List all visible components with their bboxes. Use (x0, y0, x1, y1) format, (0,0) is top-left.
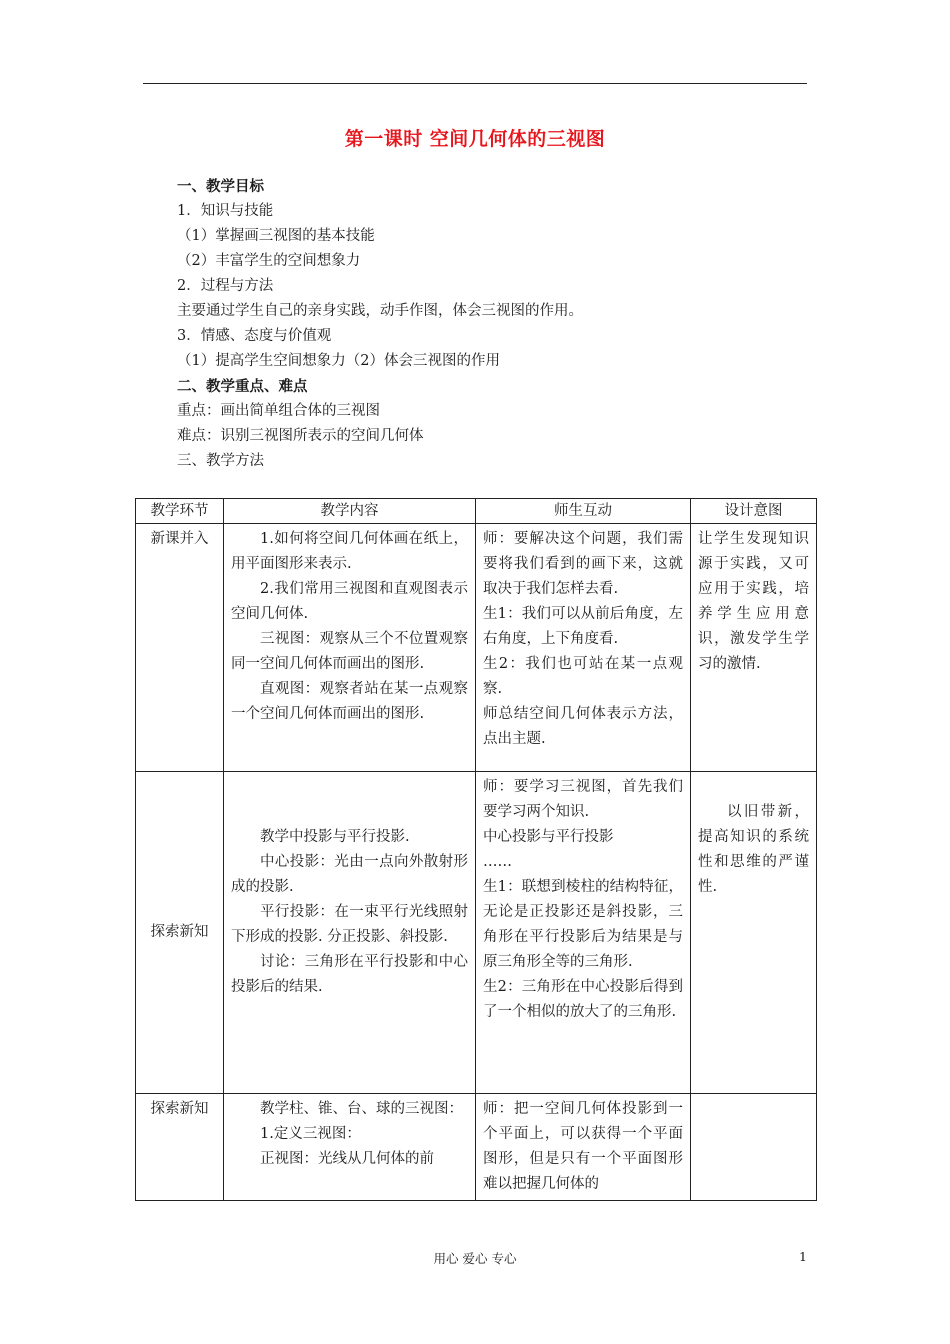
interaction-paragraph: 生2：三角形在中心投影后得到了一个相似的放大了的三角形. (483, 979, 683, 1020)
outline-line: （1）掌握画三视图的基本技能 (177, 228, 375, 244)
interaction-paragraph: 中心投影与平行投影 (483, 829, 614, 845)
outline-line: （2）丰富学生的空间想象力 (177, 253, 361, 269)
interaction-paragraph: 师：要解决这个问题，我们需要将我们看到的画下来，这就取决于我们怎样去看. (483, 531, 683, 597)
content-paragraph: 教学柱、锥、台、球的三视图： (260, 1101, 463, 1117)
outline-line: 重点：画出简单组合体的三视图 (177, 403, 380, 419)
content-paragraph: 中心投影：光由一点向外散射形成的投影. (231, 854, 468, 895)
interaction-cell (476, 524, 691, 772)
interaction-paragraph: 师：把一空间几何体投影到一个平面上，可以获得一个平面图形，但是只有一个平面图形难以把握几何体的 (483, 1101, 683, 1192)
content-cell (224, 1094, 476, 1201)
outline-line: 一、教学目标 (177, 178, 264, 195)
outline-line: 2．过程与方法 (177, 278, 274, 294)
interaction-paragraph: 师：要学习三视图，首先我们要学习两个知识. (483, 779, 683, 820)
outline-line: 三、教学方法 (177, 453, 264, 469)
content-paragraph: 教学中投影与平行投影. (260, 829, 410, 845)
content-cell (224, 524, 476, 772)
column-header: 设计意图 (691, 499, 817, 524)
interaction-paragraph: 生2：我们也可站在某一点观察. (483, 656, 683, 697)
intent-cell (691, 772, 817, 1094)
table-row (136, 524, 817, 772)
intent-cell (691, 524, 817, 772)
content-paragraph: 讨论：三角形在平行投影和中心投影后的结果. (231, 954, 468, 995)
page-number: 1 (799, 1249, 807, 1264)
intent-cell (691, 1094, 817, 1201)
header-rule (143, 83, 807, 84)
content-paragraph: 1.定义三视图： (260, 1126, 361, 1142)
page-footer: 用心 爱心 专心 (433, 1251, 517, 1266)
intent-paragraph: 以旧带新，提高知识的系统性和思维的严谨性. (698, 804, 809, 895)
lesson-outline (177, 174, 817, 474)
content-paragraph: 三视图：观察从三个不位置观察同一空间几何体而画出的图形. (231, 631, 468, 672)
column-header: 教学内容 (224, 499, 476, 524)
column-header: 师生互动 (476, 499, 691, 524)
lesson-plan-table (135, 498, 817, 1201)
outline-line: 1．知识与技能 (177, 203, 274, 219)
interaction-paragraph: …… (483, 854, 512, 870)
stage-cell: 探索新知 (136, 1094, 224, 1201)
content-paragraph: 正视图：光线从几何体的前 (260, 1151, 434, 1167)
interaction-paragraph: 生1：联想到棱柱的结构特征，无论是正投影还是斜投影，三角形在平行投影后为结果是与原三角形全等的三角形. (483, 879, 683, 970)
table-row (136, 1094, 817, 1201)
content-paragraph: 2.我们常用三视图和直观图表示空间几何体. (231, 581, 468, 622)
interaction-cell (476, 772, 691, 1094)
outline-line: （1）提高学生空间想象力（2）体会三视图的作用 (177, 353, 500, 369)
intent-paragraph: 让学生发现知识源于实践，又可应用于实践，培养学生应用意识，激发学生学习的激情. (698, 531, 809, 672)
content-paragraph: 平行投影：在一束平行光线照射下形成的投影. 分正投影、斜投影. (231, 904, 468, 945)
stage-cell: 新课并入 (136, 524, 224, 772)
page-title: 第一课时 空间几何体的三视图 (344, 128, 606, 150)
outline-line: 二、教学重点、难点 (177, 378, 308, 395)
stage-cell: 探索新知 (136, 772, 224, 1094)
outline-line: 主要通过学生自己的亲身实践，动手作图，体会三视图的作用。 (177, 303, 583, 319)
content-cell (224, 772, 476, 1094)
interaction-paragraph: 师总结空间几何体表示方法，点出主题. (483, 706, 683, 747)
table-row (136, 772, 817, 1094)
column-header: 教学环节 (136, 499, 224, 524)
interaction-paragraph: 生1：我们可以从前后角度，左右角度，上下角度看. (483, 606, 683, 647)
interaction-cell (476, 1094, 691, 1201)
content-paragraph: 1.如何将空间几何体画在纸上，用平面图形来表示. (231, 531, 468, 572)
content-paragraph: 直观图：观察者站在某一点观察一个空间几何体而画出的图形. (231, 681, 468, 722)
outline-line: 3．情感、态度与价值观 (177, 328, 332, 344)
table-header-row (136, 499, 817, 524)
outline-line: 难点：识别三视图所表示的空间几何体 (177, 428, 424, 444)
